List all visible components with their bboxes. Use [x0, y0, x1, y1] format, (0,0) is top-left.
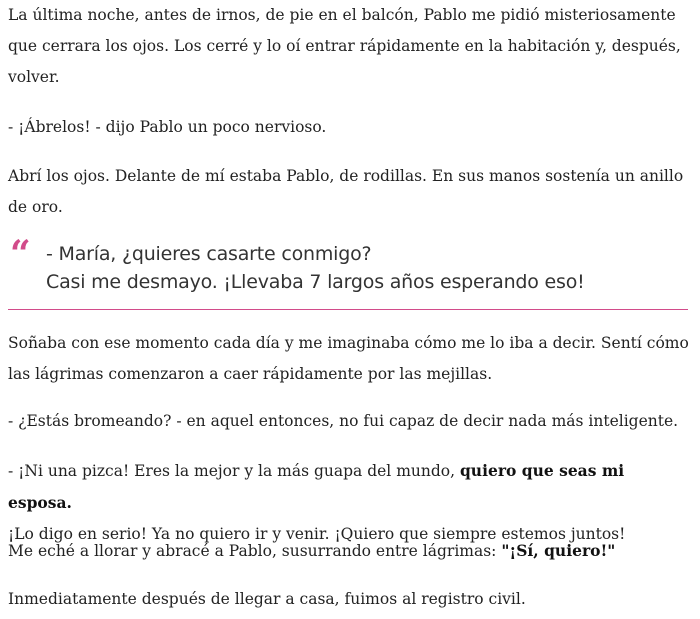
paragraph-dream: Soñaba con ese momento cada día y me imaginaba cómo me lo iba a decir. Sentí cómo las lágrimas comenzaron a caer rápidamente por las mejillas.: [8, 334, 689, 383]
pull-quote: [8, 233, 688, 310]
proposal-bold-text: quiero que seas mi esposa.: [8, 461, 625, 512]
paragraph-registry: Inmediatamente después de llegar a casa, fuimos al registro civil.: [8, 590, 526, 608]
quote-line-1: - María, ¿quieres casarte conmigo?: [46, 243, 372, 265]
paragraph-ring: Abrí los ojos. Delante de mí estaba Pablo, de rodillas. En sus manos sostenía un anillo de oro.: [8, 167, 684, 216]
answer-text-start: Me eché a llorar y abracé a Pablo, susurrando entre lágrimas:: [8, 542, 502, 560]
quote-icon: “: [10, 233, 31, 275]
paragraph-open-eyes: - ¡Ábrelos! - dijo Pablo un poco nervioso.: [8, 118, 327, 136]
paragraph-answer: [8, 535, 615, 567]
paragraph-balcony: La última noche, antes de irnos, de pie en el balcón, Pablo me pidió misteriosamente que cerrara los ojos. Los cerré y lo oí entrar rápidamente en la habitación y, después, volver.: [8, 6, 681, 86]
paragraph-joking: - ¿Estás bromeando? - en aquel entonces, no fui capaz de decir nada más inteligente.: [8, 412, 679, 430]
quote-text: [46, 240, 585, 296]
answer-bold-text: "¡Sí, quiero!": [501, 541, 616, 560]
proposal-text-end: ¡Lo digo en serio! Ya no quiero ir y venir. ¡Quiero que siempre estemos juntos!: [8, 525, 626, 543]
quote-line-2: Casi me desmayo. ¡Llevaba 7 largos años esperando eso!: [46, 271, 585, 293]
proposal-text-start: - ¡Ni una pizca! Eres la mejor y la más guapa del mundo,: [8, 462, 460, 480]
